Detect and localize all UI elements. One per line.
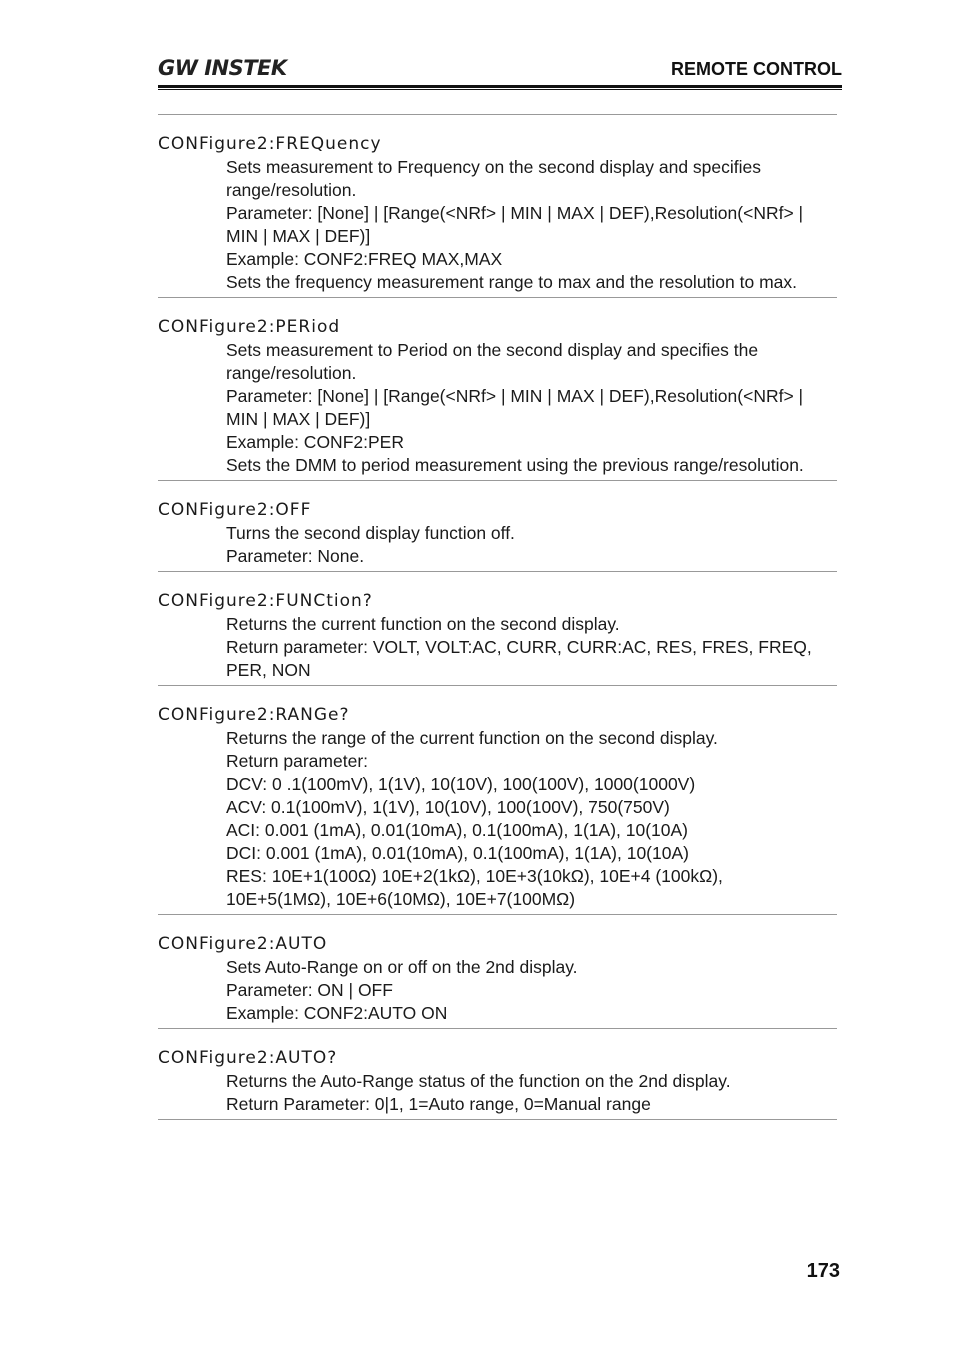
command-entry <box>158 114 837 297</box>
command-description-line: Return Parameter: 0|1, 1=Auto range, 0=Manual range <box>226 1094 651 1114</box>
command-description-line: Returns the current function on the second display. <box>226 614 620 634</box>
command-entry <box>158 480 837 571</box>
command-name: CONFigure2:PERiod <box>158 317 341 337</box>
header-rule <box>158 85 842 88</box>
command-description-line: Sets the DMM to period measurement using the previous range/resolution. <box>226 455 804 475</box>
command-entry <box>158 1028 837 1120</box>
command-name: CONFigure2:AUTO? <box>158 1048 338 1068</box>
section-title: REMOTE CONTROL <box>671 59 842 79</box>
command-entry <box>158 914 837 1028</box>
page-header <box>158 56 842 84</box>
command-description-line: DCI: 0.001 (1mA), 0.01(10mA), 0.1(100mA), 1(1A), 10(10A) <box>226 843 689 863</box>
command-description-line: range/resolution. <box>226 180 357 200</box>
command-name: CONFigure2:FREQuency <box>158 134 382 154</box>
command-description-line: Parameter: [None] | [Range(<NRf> | MIN | MAX | DEF),Resolution(<NRf> | <box>226 386 804 406</box>
command-description-line: MIN | MAX | DEF)] <box>226 409 371 429</box>
command-list <box>158 114 837 1120</box>
command-description-line: Returns the range of the current function on the second display. <box>226 728 718 748</box>
command-name: CONFigure2:AUTO <box>158 934 328 954</box>
command-name: CONFigure2:RANGe? <box>158 705 350 725</box>
command-entry <box>158 297 837 480</box>
command-description-line: RES: 10E+1(100Ω) 10E+2(1kΩ), 10E+3(10kΩ), 10E+4 (100kΩ), <box>226 866 723 886</box>
command-description-line: Returns the Auto-Range status of the function on the 2nd display. <box>226 1071 731 1091</box>
command-description-line: Return parameter: VOLT, VOLT:AC, CURR, CURR:AC, RES, FRES, FREQ, <box>226 637 812 657</box>
command-description-line: ACI: 0.001 (1mA), 0.01(10mA), 0.1(100mA), 1(1A), 10(10A) <box>226 820 688 840</box>
command-name: CONFigure2:OFF <box>158 500 312 520</box>
brand-logo: GW INSTEK <box>158 56 287 80</box>
command-description-line: PER, NON <box>226 660 311 680</box>
command-description-line: 10E+5(1MΩ), 10E+6(10MΩ), 10E+7(100MΩ) <box>226 889 576 909</box>
command-description-line: Sets measurement to Frequency on the second display and specifies <box>226 157 762 177</box>
page-number: 173 <box>806 1260 840 1282</box>
command-description-line: range/resolution. <box>226 363 357 383</box>
command-description-line: Example: CONF2:PER <box>226 432 404 452</box>
command-description-line: Return parameter: <box>226 751 369 771</box>
command-description-line: Parameter: ON | OFF <box>226 980 393 1000</box>
command-description-line: Example: CONF2:FREQ MAX,MAX <box>226 249 503 269</box>
command-description-line: Example: CONF2:AUTO ON <box>226 1003 448 1023</box>
command-entry <box>158 685 837 914</box>
command-description-line: Sets Auto-Range on or off on the 2nd display. <box>226 957 578 977</box>
command-description-line: Sets measurement to Period on the second display and specifies the <box>226 340 759 360</box>
command-entry <box>158 571 837 685</box>
header-rule-thin <box>158 89 842 90</box>
command-description-line: MIN | MAX | DEF)] <box>226 226 371 246</box>
command-description-line: Parameter: [None] | [Range(<NRf> | MIN | MAX | DEF),Resolution(<NRf> | <box>226 203 804 223</box>
command-description-line: Sets the frequency measurement range to max and the resolution to max. <box>226 272 798 292</box>
command-description-line: Parameter: None. <box>226 546 365 566</box>
command-description-line: ACV: 0.1(100mV), 1(1V), 10(10V), 100(100V), 750(750V) <box>226 797 670 817</box>
command-name: CONFigure2:FUNCtion? <box>158 591 373 611</box>
command-description-line: Turns the second display function off. <box>226 523 515 543</box>
command-description-line: DCV: 0 .1(100mV), 1(1V), 10(10V), 100(100V), 1000(1000V) <box>226 774 696 794</box>
